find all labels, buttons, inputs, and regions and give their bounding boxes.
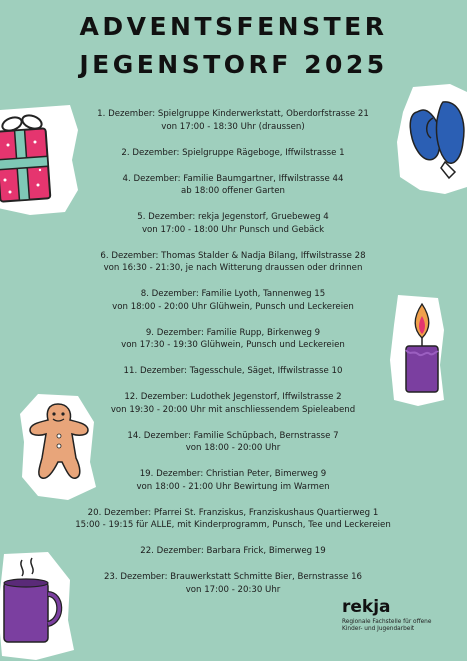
entry-details: von 17:30 - 19:30 Glühwein, Punsch und Leckereien (121, 340, 345, 350)
entry-date-host: 6. Dezember: Thomas Stalder & Nadja Bilang, Iffwilstrasse 28 (100, 250, 366, 261)
advent-entry (58, 108, 408, 133)
logo-wordmark: rekja (342, 597, 391, 617)
advent-entry (58, 250, 408, 275)
entry-date-host: 8. Dezember: Familie Lyoth, Tannenweg 15 (140, 289, 326, 299)
entry-details: ab 18:00 offener Garten (181, 186, 285, 196)
advent-window-list (58, 108, 408, 610)
entry-date-host: 5. Dezember: rekja Jegenstorf, Gruebeweg 4 (137, 212, 329, 222)
mittens-icon (395, 82, 467, 197)
gingerbread-icon (18, 392, 98, 502)
advent-entry (38, 507, 428, 532)
advent-entry (58, 571, 408, 596)
candle-icon (388, 290, 448, 408)
entry-details: 15:00 - 19:15 für ALLE, mit Kinderprogramm, Punsch, Tee und Leckereien (75, 520, 391, 530)
advent-entry (58, 365, 408, 378)
rekja-logo (342, 597, 452, 633)
entry-date-host: 2. Dezember: Spielgruppe Rägeboge, Iffwilstrasse 1 (121, 147, 345, 158)
entry-date-host: 11. Dezember: Tagesschule, Säget, Iffwilstrasse 10 (123, 366, 343, 376)
advent-entry (58, 468, 408, 493)
advent-entry (58, 288, 408, 313)
entry-date-host: 22. Dezember: Barbara Frick, Bimerweg 19 (140, 546, 326, 556)
title-line-2: JEGENSTORF 2025 (79, 50, 388, 79)
entry-date-host: 23. Dezember: Brauwerkstatt Schmitte Bier, Bernstrasse 16 (103, 572, 363, 582)
entry-details: von 19:30 - 20:00 Uhr mit anschliessendem Spieleabend (110, 404, 356, 415)
entry-details: von 18:00 - 20:00 Uhr (185, 443, 281, 453)
title-line-1: ADVENTSFENSTER (79, 12, 388, 41)
advent-entry (58, 545, 408, 558)
advent-entry (58, 327, 408, 352)
entry-details: von 18:00 - 20:00 Uhr Glühwein, Punsch und Leckereien (112, 301, 354, 312)
entry-details: von 17:00 - 18:30 Uhr (draussen) (161, 121, 305, 132)
entry-date-host: 9. Dezember: Familie Rupp, Birkenweg 9 (145, 327, 321, 338)
entry-details: von 17:00 - 20:30 Uhr (185, 584, 281, 595)
logo-subtitle-line-1: Regionale Fachstelle für offene (342, 619, 432, 625)
entry-date-host: 20. Dezember: Pfarrei St. Franziskus, Franziskushaus Quartierweg 1 (87, 507, 379, 518)
entry-date-host: 1. Dezember: Spielgruppe Kinderwerkstatt, Oberdorfstrasse 21 (97, 109, 369, 119)
entry-date-host: 19. Dezember: Christian Peter, Bimerweg 9 (139, 469, 327, 479)
logo-subtitle (342, 619, 452, 633)
entry-details: von 17:00 - 18:00 Uhr Punsch und Gebäck (141, 224, 325, 235)
entry-details: von 18:00 - 21:00 Uhr Bewirtung im Warmen (136, 481, 330, 492)
gift-icon (0, 100, 80, 220)
advent-entry (58, 147, 408, 160)
advent-entry (58, 211, 408, 236)
advent-entry (58, 173, 408, 198)
logo-subtitle-line-2: Kinder- und Jugendarbeit (342, 626, 415, 632)
advent-entry (58, 391, 408, 416)
entry-date-host: 4. Dezember: Familie Baumgartner, Iffwilstrasse 44 (122, 173, 344, 184)
entry-date-host: 14. Dezember: Familie Schüpbach, Bernstrasse 7 (127, 430, 339, 441)
entry-date-host: 12. Dezember: Ludothek Jegenstorf, Iffwilstrasse 2 (124, 392, 342, 402)
mug-icon (0, 550, 76, 661)
advent-entry (58, 430, 408, 455)
entry-details: von 16:30 - 21:30, je nach Witterung draussen oder drinnen (103, 263, 363, 273)
